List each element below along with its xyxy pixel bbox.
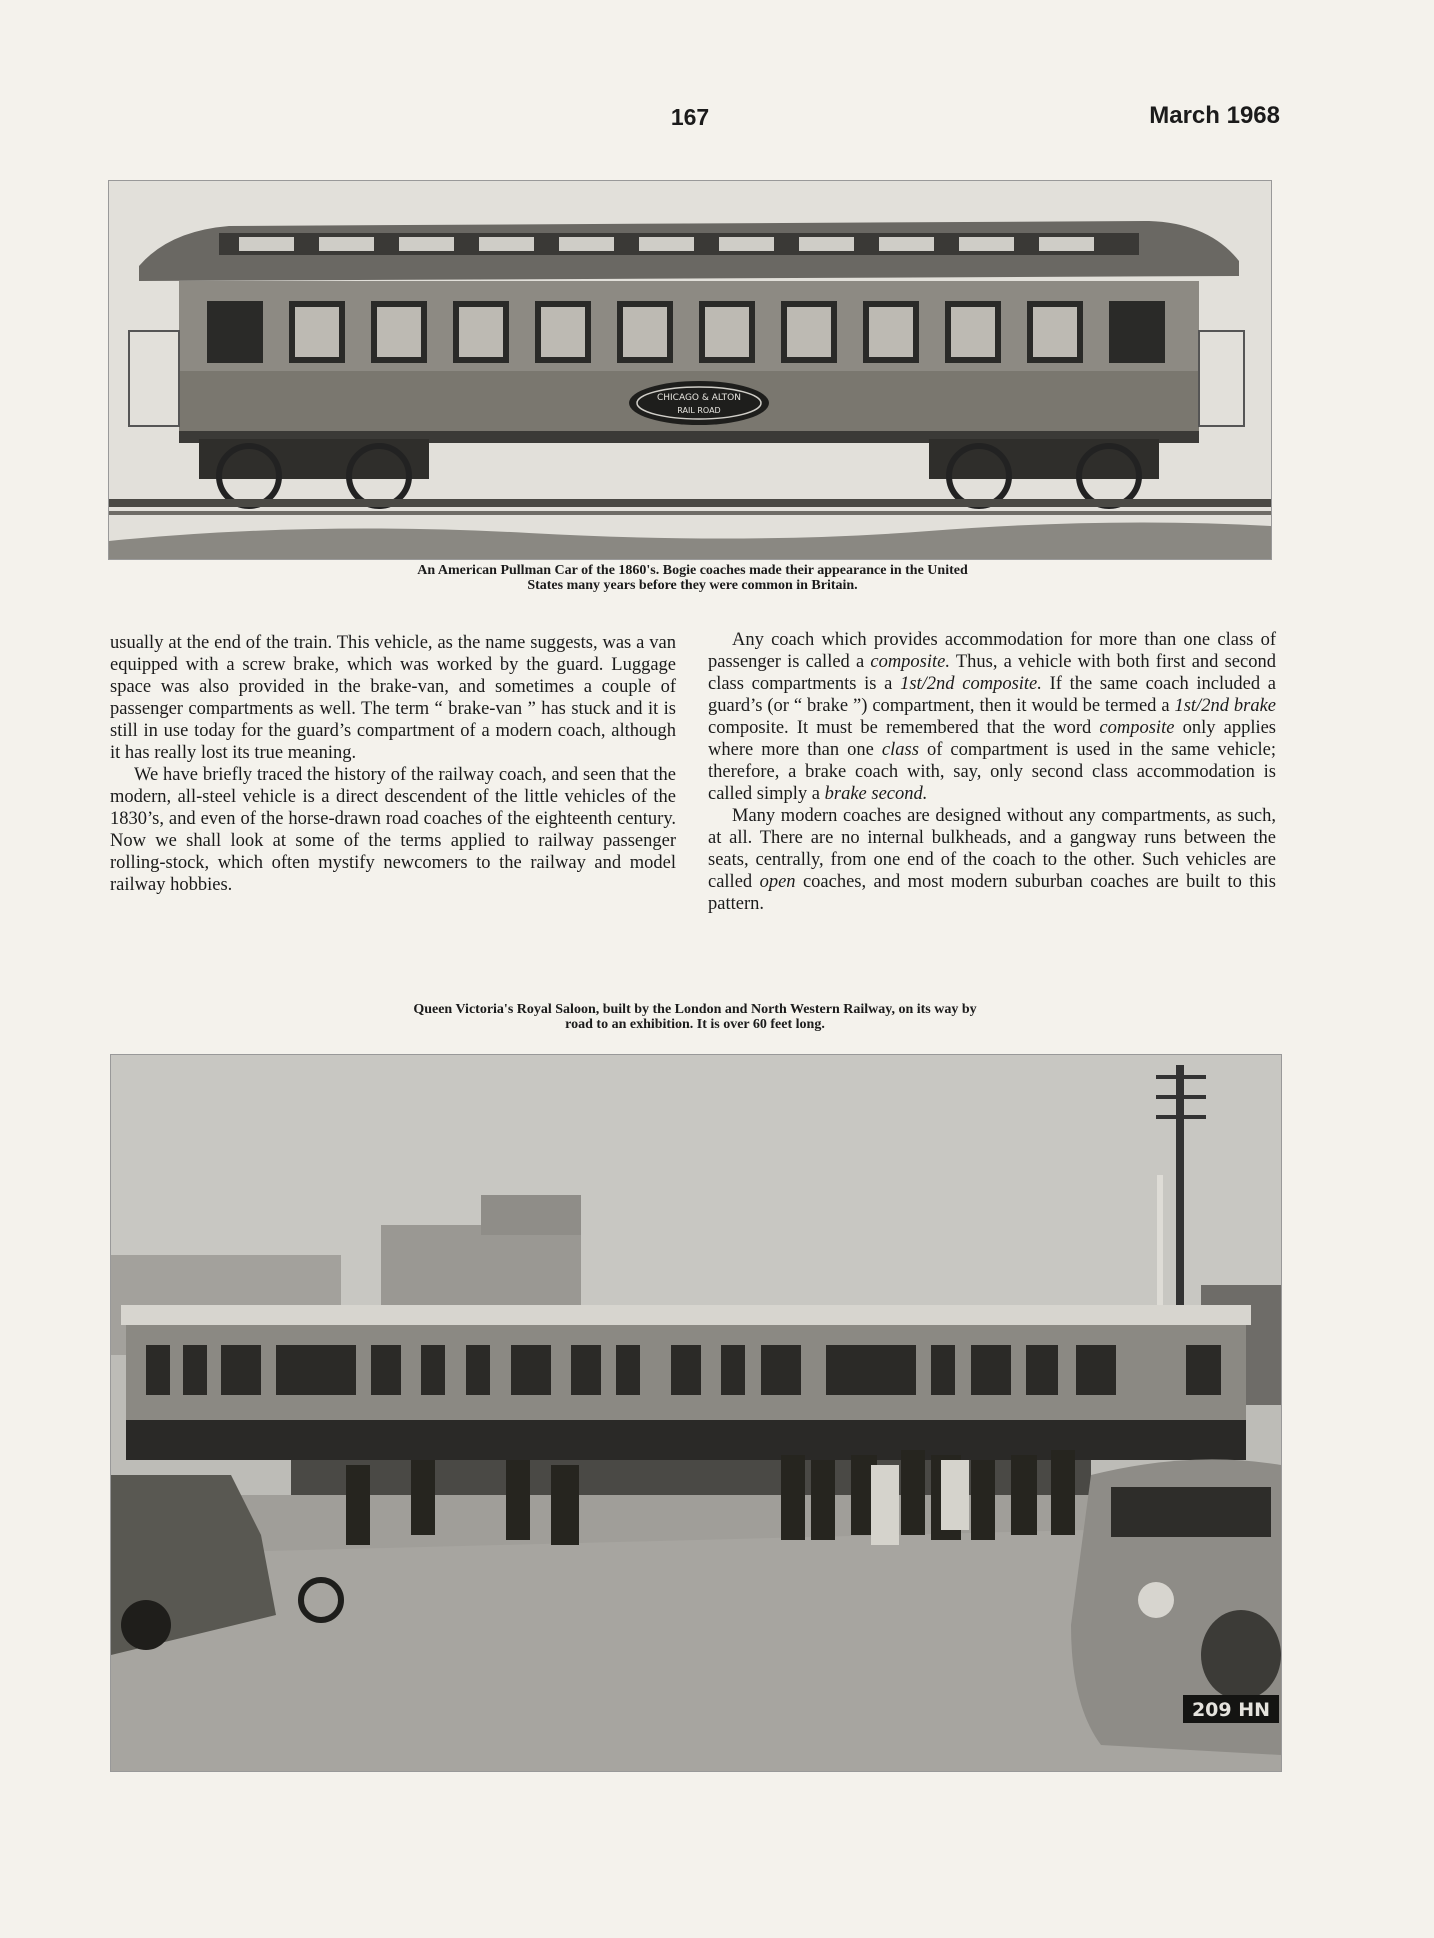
saloon-caption: Queen Victoria's Royal Saloon, built by the London and North Western Railway, on its way by road to an exhibition. It is over 60 feet long. — [413, 1002, 977, 1032]
right-paragraph-1: Any coach which provides accommodation for more than one class of passenger is called a composite. Thus, a vehicle with both first and second class compartments is a 1st/2nd composite. If the same coach included a guard’s (or “ brake ”) compartment, then it would be termed a 1st/2nd brake composite. It must be remembered that the word composite only applies where more than one class of compartment is used in the same vehicle; therefore, a brake coach with, say, only second class accommodation is called simply a brake second. — [708, 630, 1277, 804]
pullman-car-illustration — [108, 180, 1272, 560]
right-paragraph-2: Many modern coaches are designed without any compartments, as such, at all. There are no internal bulkheads, and a gangway runs between the seats, centrally, from one end of the coach to the other. Such vehicles are called open coaches, and most modern suburban coaches are built to this pattern. — [708, 806, 1276, 914]
emblem-text: CHICAGO & ALTON — [656, 393, 742, 403]
left-paragraph-1: usually at the end of the train. This vehicle, as the name suggests, was a van equipped with a screw brake, which was worked by the guard. Luggage space was also provided in the brake-van, and sometimes a couple of passenger compartments as well. The term “ brake-van ” has stuck and it is still in use today for the guard’s compartment of a modern coach, although it has really lost its true meaning. — [110, 633, 676, 763]
royal-saloon-photo — [110, 1054, 1282, 1772]
pullman-caption: An American Pullman Car of the 1860's. Bogie coaches made their appearance in the United States many years before they were common in Britain. — [417, 563, 968, 593]
emblem-text-2: RAIL ROAD — [677, 406, 721, 415]
page-number: 167 — [670, 104, 710, 130]
number-plate-text: 209 HN — [1191, 1699, 1271, 1721]
left-paragraph-2: We have briefly traced the history of the railway coach, and seen that the modern, all-steel vehicle is a direct descendent of the little vehicles of the 1830’s, and even of the horse-drawn road coaches of the eighteenth century. Now we shall look at some of the terms applied to railway passenger rolling-stock, which often mystify newcomers to the railway and model railway hobbies. — [110, 765, 676, 895]
right-column — [708, 629, 1276, 915]
left-column — [110, 632, 676, 896]
issue-date: March 1968 — [1149, 102, 1280, 129]
